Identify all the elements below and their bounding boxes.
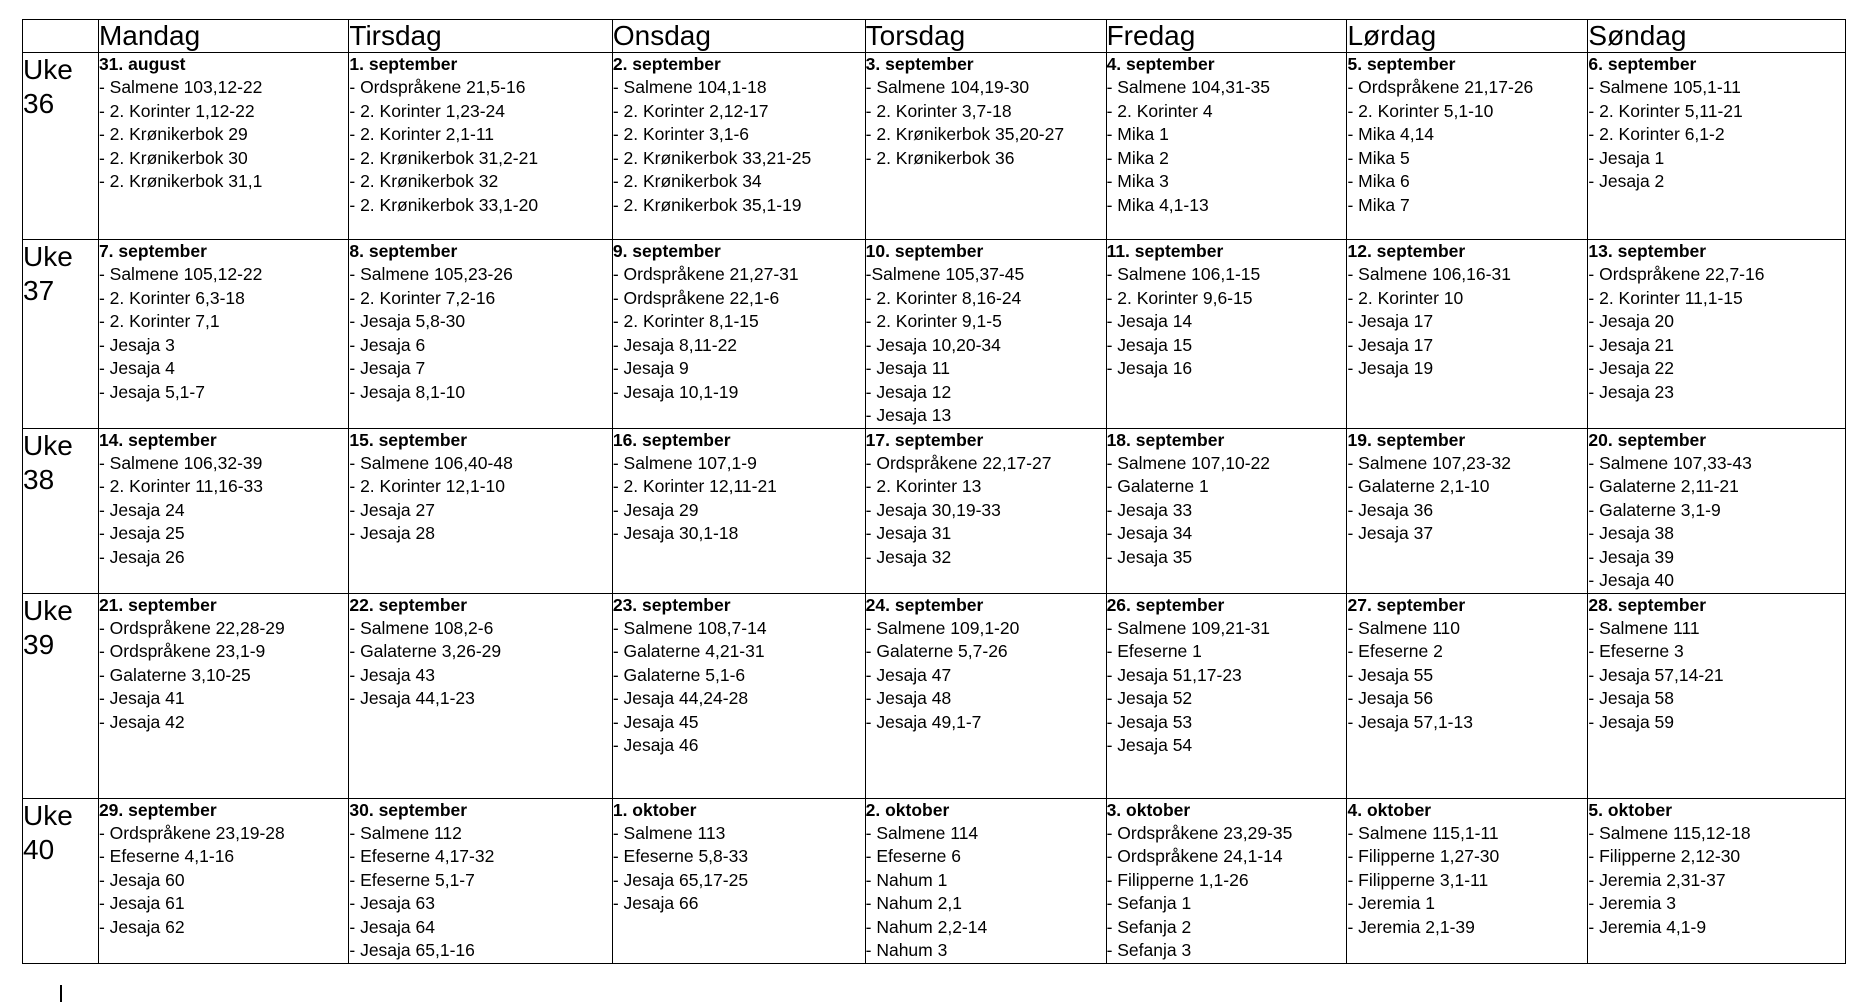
reading-item: - Sefanja 1 — [1106, 893, 1192, 913]
reading-item: - Mika 4,1-13 — [1106, 194, 1209, 215]
reading-item: - 2. Korinter 2,1-11 — [349, 124, 494, 144]
day-cell — [1347, 53, 1588, 240]
reading-item: - Efeserne 1 — [1106, 641, 1202, 661]
reading-item: - Jesaja 2 — [1588, 171, 1665, 191]
reading-item: - Jesaja 54 — [1106, 735, 1193, 755]
reading-item: - Ordspråkene 22,7-16 — [1588, 264, 1765, 284]
date-label: 30. september — [349, 799, 468, 820]
reading-item: - Jesaja 4 — [98, 358, 175, 378]
reading-item: - Galaterne 3,10-25 — [98, 664, 251, 685]
reading-item: - Jeremia 2,1-39 — [1347, 916, 1475, 937]
reading-item: - 2. Krønikerbok 29 — [98, 124, 248, 144]
date-label: 4. oktober — [1347, 799, 1432, 820]
reading-item: - Jesaja 66 — [612, 893, 699, 913]
week-label: 39 — [23, 628, 55, 660]
reading-item: - Filipperne 1,27-30 — [1347, 846, 1500, 866]
text-cursor — [60, 985, 62, 1002]
date-label: 16. september — [612, 429, 731, 450]
reading-item: - Efeserne 3 — [1588, 641, 1684, 661]
reading-item: - Jesaja 33 — [1106, 499, 1193, 520]
day-header: Fredag — [1106, 20, 1347, 53]
reading-item: - Salmene 106,32-39 — [98, 452, 263, 473]
reading-item: - Mika 1 — [1106, 124, 1169, 144]
reading-item: - Jesaja 26 — [98, 546, 185, 567]
date-label: 1. oktober — [612, 799, 697, 820]
reading-item: - Salmene 114 — [865, 822, 979, 843]
week-label-cell — [23, 798, 99, 963]
day-cell — [1347, 798, 1588, 963]
reading-item: - Filipperne 2,12-30 — [1588, 846, 1741, 866]
date-label: 3. september — [865, 54, 974, 74]
day-cell — [1588, 798, 1846, 963]
week-row — [23, 53, 1846, 240]
reading-item: - 2. Korinter 12,11-21 — [612, 476, 777, 496]
reading-item: - Mika 4,14 — [1347, 124, 1435, 144]
reading-item: - Jesaja 3 — [98, 334, 175, 355]
reading-item: - Salmene 115,1-11 — [1347, 822, 1499, 843]
reading-item: - Jesaja 20 — [1588, 311, 1675, 331]
reading-item: - Jesaja 6 — [349, 334, 426, 355]
reading-item: - Jesaja 63 — [349, 893, 435, 913]
reading-item: - Jesaja 19 — [1347, 358, 1434, 378]
reading-item: - Jesaja 57,14-21 — [1588, 664, 1724, 685]
reading-item: - Jesaja 17 — [1347, 334, 1434, 355]
reading-item: - 2. Korinter 11,16-33 — [98, 476, 264, 496]
reading-item: - Ordspråkene 23,29-35 — [1106, 822, 1293, 843]
reading-item: - Salmene 105,12-22 — [98, 264, 263, 284]
date-label: 23. september — [612, 594, 731, 615]
reading-item: - Jesaja 17 — [1347, 311, 1434, 331]
reading-item: - Nahum 3 — [865, 940, 948, 960]
date-label: 18. september — [1106, 429, 1225, 450]
week-row — [23, 593, 1846, 798]
reading-item: - 2. Korinter 8,16-24 — [865, 287, 1022, 308]
week-label: 37 — [23, 275, 55, 306]
day-header: Mandag — [98, 20, 348, 53]
date-label: 21. september — [98, 594, 217, 615]
reading-item: - Ordspråkene 23,1-9 — [98, 641, 266, 661]
reading-item: - Efeserne 5,1-7 — [349, 869, 475, 890]
day-cell — [98, 240, 348, 429]
reading-item: - Jesaja 15 — [1106, 334, 1193, 355]
reading-item: - Jesaja 27 — [349, 499, 435, 520]
reading-item: - Salmene 109,1-20 — [865, 617, 1020, 638]
date-label: 15. september — [349, 429, 468, 450]
reading-item: - 2. Korinter 5,11-21 — [1588, 100, 1743, 121]
reading-item: - Filipperne 3,1-11 — [1347, 869, 1489, 890]
day-cell — [865, 798, 1106, 963]
day-cell — [612, 593, 865, 798]
reading-item: - Sefanja 2 — [1106, 916, 1192, 937]
reading-item: - Efeserne 6 — [865, 846, 961, 866]
day-cell — [349, 428, 612, 593]
date-label: 19. september — [1347, 429, 1466, 450]
reading-item: - 2. Krønikerbok 33,21-25 — [612, 147, 812, 168]
reading-item: - Nahum 1 — [865, 869, 948, 890]
day-cell — [98, 798, 348, 963]
reading-item: -Salmene 105,37-45 — [865, 264, 1025, 284]
reading-item: - Jesaja 49,1-7 — [865, 711, 982, 732]
reading-item: - Salmene 103,12-22 — [98, 77, 263, 97]
date-label: 13. september — [1588, 241, 1707, 261]
reading-item: - 2. Korinter 5,1-10 — [1347, 100, 1494, 121]
date-label: 12. september — [1347, 241, 1466, 261]
date-label: 3. oktober — [1106, 799, 1191, 820]
reading-item: - 2. Korinter 1,23-24 — [349, 100, 506, 121]
reading-item: - Mika 7 — [1347, 194, 1410, 215]
day-cell — [349, 240, 612, 429]
reading-item: - 2. Korinter 3,7-18 — [865, 100, 1012, 121]
date-label: 6. september — [1588, 54, 1697, 74]
reading-item: - Salmene 115,12-18 — [1588, 822, 1751, 843]
reading-item: - Jesaja 9 — [612, 358, 689, 378]
reading-item: - Efeserne 2 — [1347, 641, 1443, 661]
reading-item: - Mika 5 — [1347, 147, 1410, 168]
reading-item: - Filipperne 1,1-26 — [1106, 869, 1249, 890]
reading-item: - Jesaja 46 — [612, 735, 699, 755]
reading-item: - Jesaja 48 — [865, 688, 952, 708]
reading-item: - Nahum 2,2-14 — [865, 916, 988, 937]
date-label: 4. september — [1106, 54, 1215, 74]
reading-item: - Salmene 107,10-22 — [1106, 452, 1271, 473]
day-cell — [1588, 593, 1846, 798]
reading-item: - Jesaja 8,1-10 — [349, 381, 466, 402]
reading-item: - 2. Krønikerbok 34 — [612, 171, 762, 191]
reading-item: - Jesaja 5,1-7 — [98, 381, 205, 402]
day-header: Søndag — [1588, 20, 1846, 53]
reading-item: - 2. Korinter 9,6-15 — [1106, 287, 1253, 308]
reading-item: - Jesaja 41 — [98, 688, 185, 708]
reading-item: - Jesaja 44,24-28 — [612, 688, 749, 708]
date-label: 31. august — [98, 54, 186, 74]
day-header: Torsdag — [865, 20, 1106, 53]
week-label: Uke — [23, 594, 73, 626]
reading-item: - Jesaja 12 — [865, 381, 952, 402]
reading-item: - Ordspråkene 23,19-28 — [98, 822, 285, 843]
reading-item: - Galaterne 2,11-21 — [1588, 476, 1739, 496]
reading-item: - 2. Korinter 13 — [865, 476, 982, 496]
reading-item: - Jesaja 8,11-22 — [612, 334, 738, 355]
reading-item: - Jesaja 52 — [1106, 688, 1193, 708]
reading-item: - 2. Krønikerbok 35,1-19 — [612, 194, 802, 215]
week-row — [23, 428, 1846, 593]
reading-item: - Sefanja 3 — [1106, 940, 1192, 960]
date-label: 5. september — [1347, 54, 1456, 74]
reading-item: - Jesaja 42 — [98, 711, 185, 732]
day-cell — [612, 798, 865, 963]
reading-item: - Ordspråkene 22,28-29 — [98, 617, 285, 638]
day-cell — [98, 53, 348, 240]
reading-item: - Galaterne 5,1-6 — [612, 664, 746, 685]
date-label: 24. september — [865, 594, 984, 615]
date-label: 2. oktober — [865, 799, 950, 820]
reading-item: - Jesaja 47 — [865, 664, 952, 685]
reading-item: - Jesaja 30,1-18 — [612, 523, 739, 543]
reading-item: - Galaterne 1 — [1106, 476, 1209, 496]
reading-item: - 2. Krønikerbok 33,1-20 — [349, 194, 539, 215]
reading-item: - Salmene 109,21-31 — [1106, 617, 1271, 638]
day-cell — [612, 53, 865, 240]
day-cell — [349, 593, 612, 798]
reading-item: - 2. Krønikerbok 35,20-27 — [865, 124, 1065, 144]
reading-item: - Jesaja 43 — [349, 664, 435, 685]
day-cell — [1347, 240, 1588, 429]
day-cell — [612, 240, 865, 429]
reading-item: - 2. Korinter 4 — [1106, 100, 1213, 121]
reading-item: - Galaterne 4,21-31 — [612, 641, 765, 661]
reading-item: - Jesaja 14 — [1106, 311, 1193, 331]
reading-item: - Salmene 105,23-26 — [349, 264, 513, 284]
reading-item: - Jesaja 55 — [1347, 664, 1434, 685]
reading-item: - Jesaja 59 — [1588, 711, 1675, 732]
reading-item: - Salmene 113 — [612, 822, 726, 843]
reading-item: - 2. Korinter 8,1-15 — [612, 311, 759, 331]
reading-item: - Salmene 106,16-31 — [1347, 264, 1511, 284]
reading-item: - Jesaja 13 — [865, 405, 952, 425]
week-label-cell — [23, 428, 99, 593]
reading-item: - 2. Korinter 2,12-17 — [612, 100, 769, 121]
reading-item: - Jesaja 51,17-23 — [1106, 664, 1242, 685]
day-cell — [1347, 428, 1588, 593]
reading-item: - Salmene 107,23-32 — [1347, 452, 1511, 473]
reading-item: - Jesaja 60 — [98, 869, 185, 890]
date-label: 1. september — [349, 54, 458, 74]
reading-item: - 2. Krønikerbok 31,2-21 — [349, 147, 539, 168]
reading-item: - Jesaja 56 — [1347, 688, 1434, 708]
week-row — [23, 798, 1846, 963]
reading-item: - Jesaja 16 — [1106, 358, 1193, 378]
reading-item: - Jesaja 30,19-33 — [865, 499, 1001, 520]
day-cell — [1106, 240, 1347, 429]
reading-item: - 2. Krønikerbok 36 — [865, 147, 1015, 168]
reading-item: - 2. Korinter 12,1-10 — [349, 476, 506, 496]
reading-item: - Jesaja 7 — [349, 358, 426, 378]
reading-item: - Jesaja 31 — [865, 523, 952, 543]
week-row — [23, 240, 1846, 429]
day-cell — [349, 798, 612, 963]
reading-item: - 2. Korinter 7,1 — [98, 311, 220, 331]
week-label: 36 — [23, 88, 55, 119]
date-label: 26. september — [1106, 594, 1225, 615]
reading-item: - Mika 3 — [1106, 171, 1169, 191]
day-header: Onsdag — [612, 20, 865, 53]
reading-item: - Salmene 107,33-43 — [1588, 452, 1752, 473]
week-label-cell — [23, 593, 99, 798]
day-cell — [1588, 53, 1846, 240]
day-header: Tirsdag — [349, 20, 612, 53]
reading-item: - 2. Korinter 11,1-15 — [1588, 287, 1743, 308]
reading-item: - 2. Korinter 10 — [1347, 287, 1464, 308]
reading-item: - Jeremia 2,31-37 — [1588, 869, 1726, 890]
reading-item: - Efeserne 5,8-33 — [612, 846, 749, 866]
reading-item: - 2. Korinter 1,12-22 — [98, 100, 255, 121]
day-cell — [1106, 798, 1347, 963]
reading-item: - Salmene 106,40-48 — [349, 452, 513, 473]
reading-item: - Salmene 108,2-6 — [349, 617, 494, 638]
reading-plan-table — [22, 19, 1846, 964]
reading-item: - Jesaja 45 — [612, 711, 699, 732]
reading-item: - Jesaja 36 — [1347, 499, 1434, 520]
date-label: 8. september — [349, 241, 458, 261]
reading-item: - Jesaja 10,1-19 — [612, 381, 739, 402]
day-cell — [865, 53, 1106, 240]
reading-item: - Jesaja 25 — [98, 523, 185, 543]
week-label: Uke — [23, 241, 73, 272]
reading-item: - Ordspråkene 21,17-26 — [1347, 77, 1534, 97]
reading-item: - Efeserne 4,17-32 — [349, 846, 495, 866]
reading-item: - Salmene 106,1-15 — [1106, 264, 1261, 284]
reading-item: - 2. Korinter 7,2-16 — [349, 287, 496, 308]
reading-item: - Salmene 111 — [1588, 617, 1700, 638]
reading-item: - Jesaja 10,20-34 — [865, 334, 1001, 355]
reading-item: - Ordspråkene 24,1-14 — [1106, 846, 1283, 866]
reading-item: - 2. Krønikerbok 31,1 — [98, 171, 263, 191]
reading-item: - Efeserne 4,1-16 — [98, 846, 235, 866]
week-label: 40 — [23, 833, 55, 865]
corner-cell — [23, 20, 99, 53]
date-label: 14. september — [98, 429, 217, 450]
reading-item: - Jesaja 28 — [349, 523, 435, 543]
reading-item: - Mika 2 — [1106, 147, 1169, 168]
day-cell — [865, 593, 1106, 798]
day-cell — [865, 240, 1106, 429]
reading-item: - Galaterne 3,26-29 — [349, 641, 502, 661]
day-header: Lørdag — [1347, 20, 1588, 53]
reading-item: - Salmene 107,1-9 — [612, 452, 757, 473]
date-label: 2. september — [612, 54, 721, 74]
reading-item: - Jesaja 23 — [1588, 381, 1675, 402]
reading-item: - Jesaja 32 — [865, 546, 952, 567]
day-cell — [1106, 428, 1347, 593]
reading-item: - Jesaja 62 — [98, 916, 185, 937]
reading-item: - Ordspråkene 21,5-16 — [349, 77, 526, 97]
reading-item: - Galaterne 3,1-9 — [1588, 499, 1721, 520]
reading-item: - 2. Krønikerbok 32 — [349, 171, 499, 191]
reading-item: - Jesaja 11 — [865, 358, 950, 378]
reading-item: - 2. Korinter 6,3-18 — [98, 287, 245, 308]
reading-item: - Jesaja 40 — [1588, 570, 1675, 590]
day-cell — [98, 428, 348, 593]
reading-item: - Jesaja 1 — [1588, 147, 1665, 168]
week-label: Uke — [23, 54, 73, 85]
reading-item: - Salmene 112 — [349, 822, 462, 843]
reading-item: - Jesaja 39 — [1588, 546, 1675, 567]
reading-item: - 2. Korinter 9,1-5 — [865, 311, 1002, 331]
reading-item: - Galaterne 2,1-10 — [1347, 476, 1490, 496]
reading-item: - Jesaja 44,1-23 — [349, 688, 475, 708]
reading-item: - Jesaja 58 — [1588, 688, 1675, 708]
reading-item: - Jesaja 65,17-25 — [612, 869, 749, 890]
reading-item: - Salmene 104,19-30 — [865, 77, 1030, 97]
reading-item: - Jesaja 37 — [1347, 523, 1434, 543]
reading-item: - Jesaja 64 — [349, 916, 435, 937]
day-cell — [1588, 240, 1846, 429]
reading-item: - Jeremia 4,1-9 — [1588, 916, 1707, 937]
reading-item: - Nahum 2,1 — [865, 893, 962, 913]
reading-item: - Salmene 110 — [1347, 617, 1461, 638]
day-cell — [1347, 593, 1588, 798]
week-label-cell — [23, 53, 99, 240]
reading-item: - 2. Krønikerbok 30 — [98, 147, 248, 168]
week-label: Uke — [23, 429, 73, 461]
reading-item: - Salmene 108,7-14 — [612, 617, 767, 638]
reading-item: - Jesaja 5,8-30 — [349, 311, 466, 331]
day-cell — [349, 53, 612, 240]
date-label: 20. september — [1588, 429, 1707, 450]
reading-item: - Jesaja 34 — [1106, 523, 1193, 543]
date-label: 29. september — [98, 799, 217, 820]
date-label: 17. september — [865, 429, 984, 450]
week-label-cell — [23, 240, 99, 429]
reading-item: - Jesaja 22 — [1588, 358, 1675, 378]
reading-item: - 2. Korinter 6,1-2 — [1588, 124, 1725, 144]
date-label: 22. september — [349, 594, 468, 615]
reading-item: - Jesaja 38 — [1588, 523, 1675, 543]
week-label: Uke — [23, 799, 73, 831]
reading-item: - Salmene 105,1-11 — [1588, 77, 1741, 97]
reading-item: - Jesaja 24 — [98, 499, 185, 520]
date-label: 10. september — [865, 241, 984, 261]
date-label: 11. september — [1106, 241, 1224, 261]
reading-item: - Salmene 104,31-35 — [1106, 77, 1271, 97]
reading-item: - Mika 6 — [1347, 171, 1410, 191]
header-row — [23, 20, 1846, 53]
reading-item: - Ordspråkene 22,17-27 — [865, 452, 1052, 473]
date-label: 28. september — [1588, 594, 1707, 615]
week-label: 38 — [23, 463, 55, 495]
date-label: 5. oktober — [1588, 799, 1673, 820]
reading-item: - Jesaja 65,1-16 — [349, 940, 475, 960]
reading-item: - Jesaja 35 — [1106, 546, 1193, 567]
reading-item: - 2. Korinter 3,1-6 — [612, 124, 750, 144]
date-label: 9. september — [612, 241, 721, 261]
day-cell — [1588, 428, 1846, 593]
reading-item: - Ordspråkene 21,27-31 — [612, 264, 799, 284]
reading-item: - Jeremia 1 — [1347, 893, 1436, 913]
reading-item: - Ordspråkene 22,1-6 — [612, 287, 780, 308]
reading-item: - Jeremia 3 — [1588, 893, 1676, 913]
day-cell — [1106, 53, 1347, 240]
day-cell — [98, 593, 348, 798]
date-label: 27. september — [1347, 594, 1466, 615]
reading-item: - Jesaja 61 — [98, 893, 185, 913]
day-cell — [612, 428, 865, 593]
reading-item: - Jesaja 21 — [1588, 334, 1675, 355]
reading-item: - Salmene 104,1-18 — [612, 77, 767, 97]
reading-item: - Jesaja 57,1-13 — [1347, 711, 1473, 732]
reading-item: - Jesaja 53 — [1106, 711, 1193, 732]
date-label: 7. september — [98, 241, 207, 261]
reading-item: - Jesaja 29 — [612, 499, 699, 520]
reading-item: - Galaterne 5,7-26 — [865, 641, 1008, 661]
day-cell — [865, 428, 1106, 593]
day-cell — [1106, 593, 1347, 798]
